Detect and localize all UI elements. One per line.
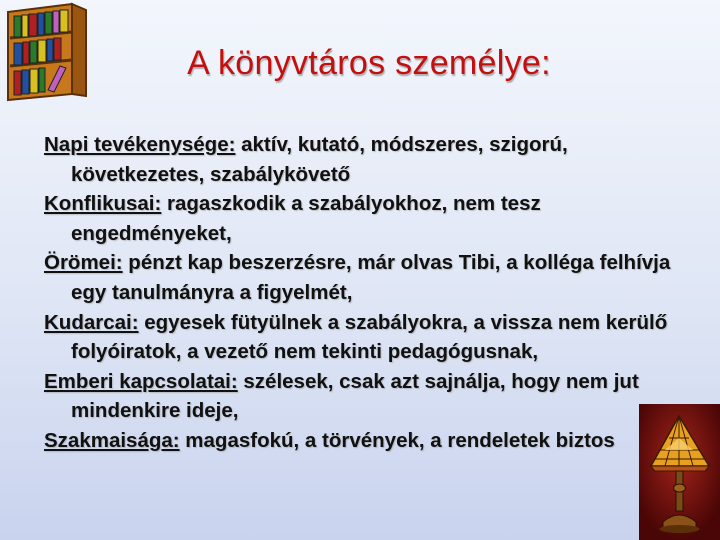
item-text: magasfokú, a törvények, a rendeletek biztos	[179, 428, 615, 452]
item-term: Szakmaisága:	[44, 428, 180, 452]
item-term: Kudarcai:	[44, 310, 139, 334]
item-term: Konflikusai:	[44, 192, 162, 216]
list-item	[44, 367, 674, 426]
item-text: pénzt kap beszerzésre, már olvas Tibi, a kolléga felhívja egy tanulmányra a figyelmét,	[71, 251, 671, 304]
item-term: Napi tevékenysége:	[44, 133, 236, 156]
tiffany-lamp-icon	[639, 404, 720, 540]
list-item	[44, 426, 674, 456]
list-item	[44, 248, 674, 307]
item-text: aktív, kutató, módszeres, szigorú, következetes, szabálykövető	[71, 133, 568, 186]
item-text: egyesek fütyülnek a szabályokra, a vissza nem kerülő folyóiratok, a vezető nem tekinti pedagógusnak,	[71, 310, 668, 364]
item-term: Emberi kapcsolatai:	[44, 369, 238, 393]
item-text: szélesek, csak azt sajnálja, hogy nem jut mindenkire ideje,	[71, 369, 639, 423]
item-term: Örömei:	[44, 251, 123, 275]
slide-title: A könyvtáros személye:	[187, 44, 551, 82]
slide-body	[44, 130, 674, 456]
list-item	[44, 308, 674, 367]
list-item	[44, 130, 674, 189]
item-text: ragaszkodik a szabályokhoz, nem tesz engedményeket,	[71, 192, 541, 245]
list-item	[44, 189, 674, 248]
